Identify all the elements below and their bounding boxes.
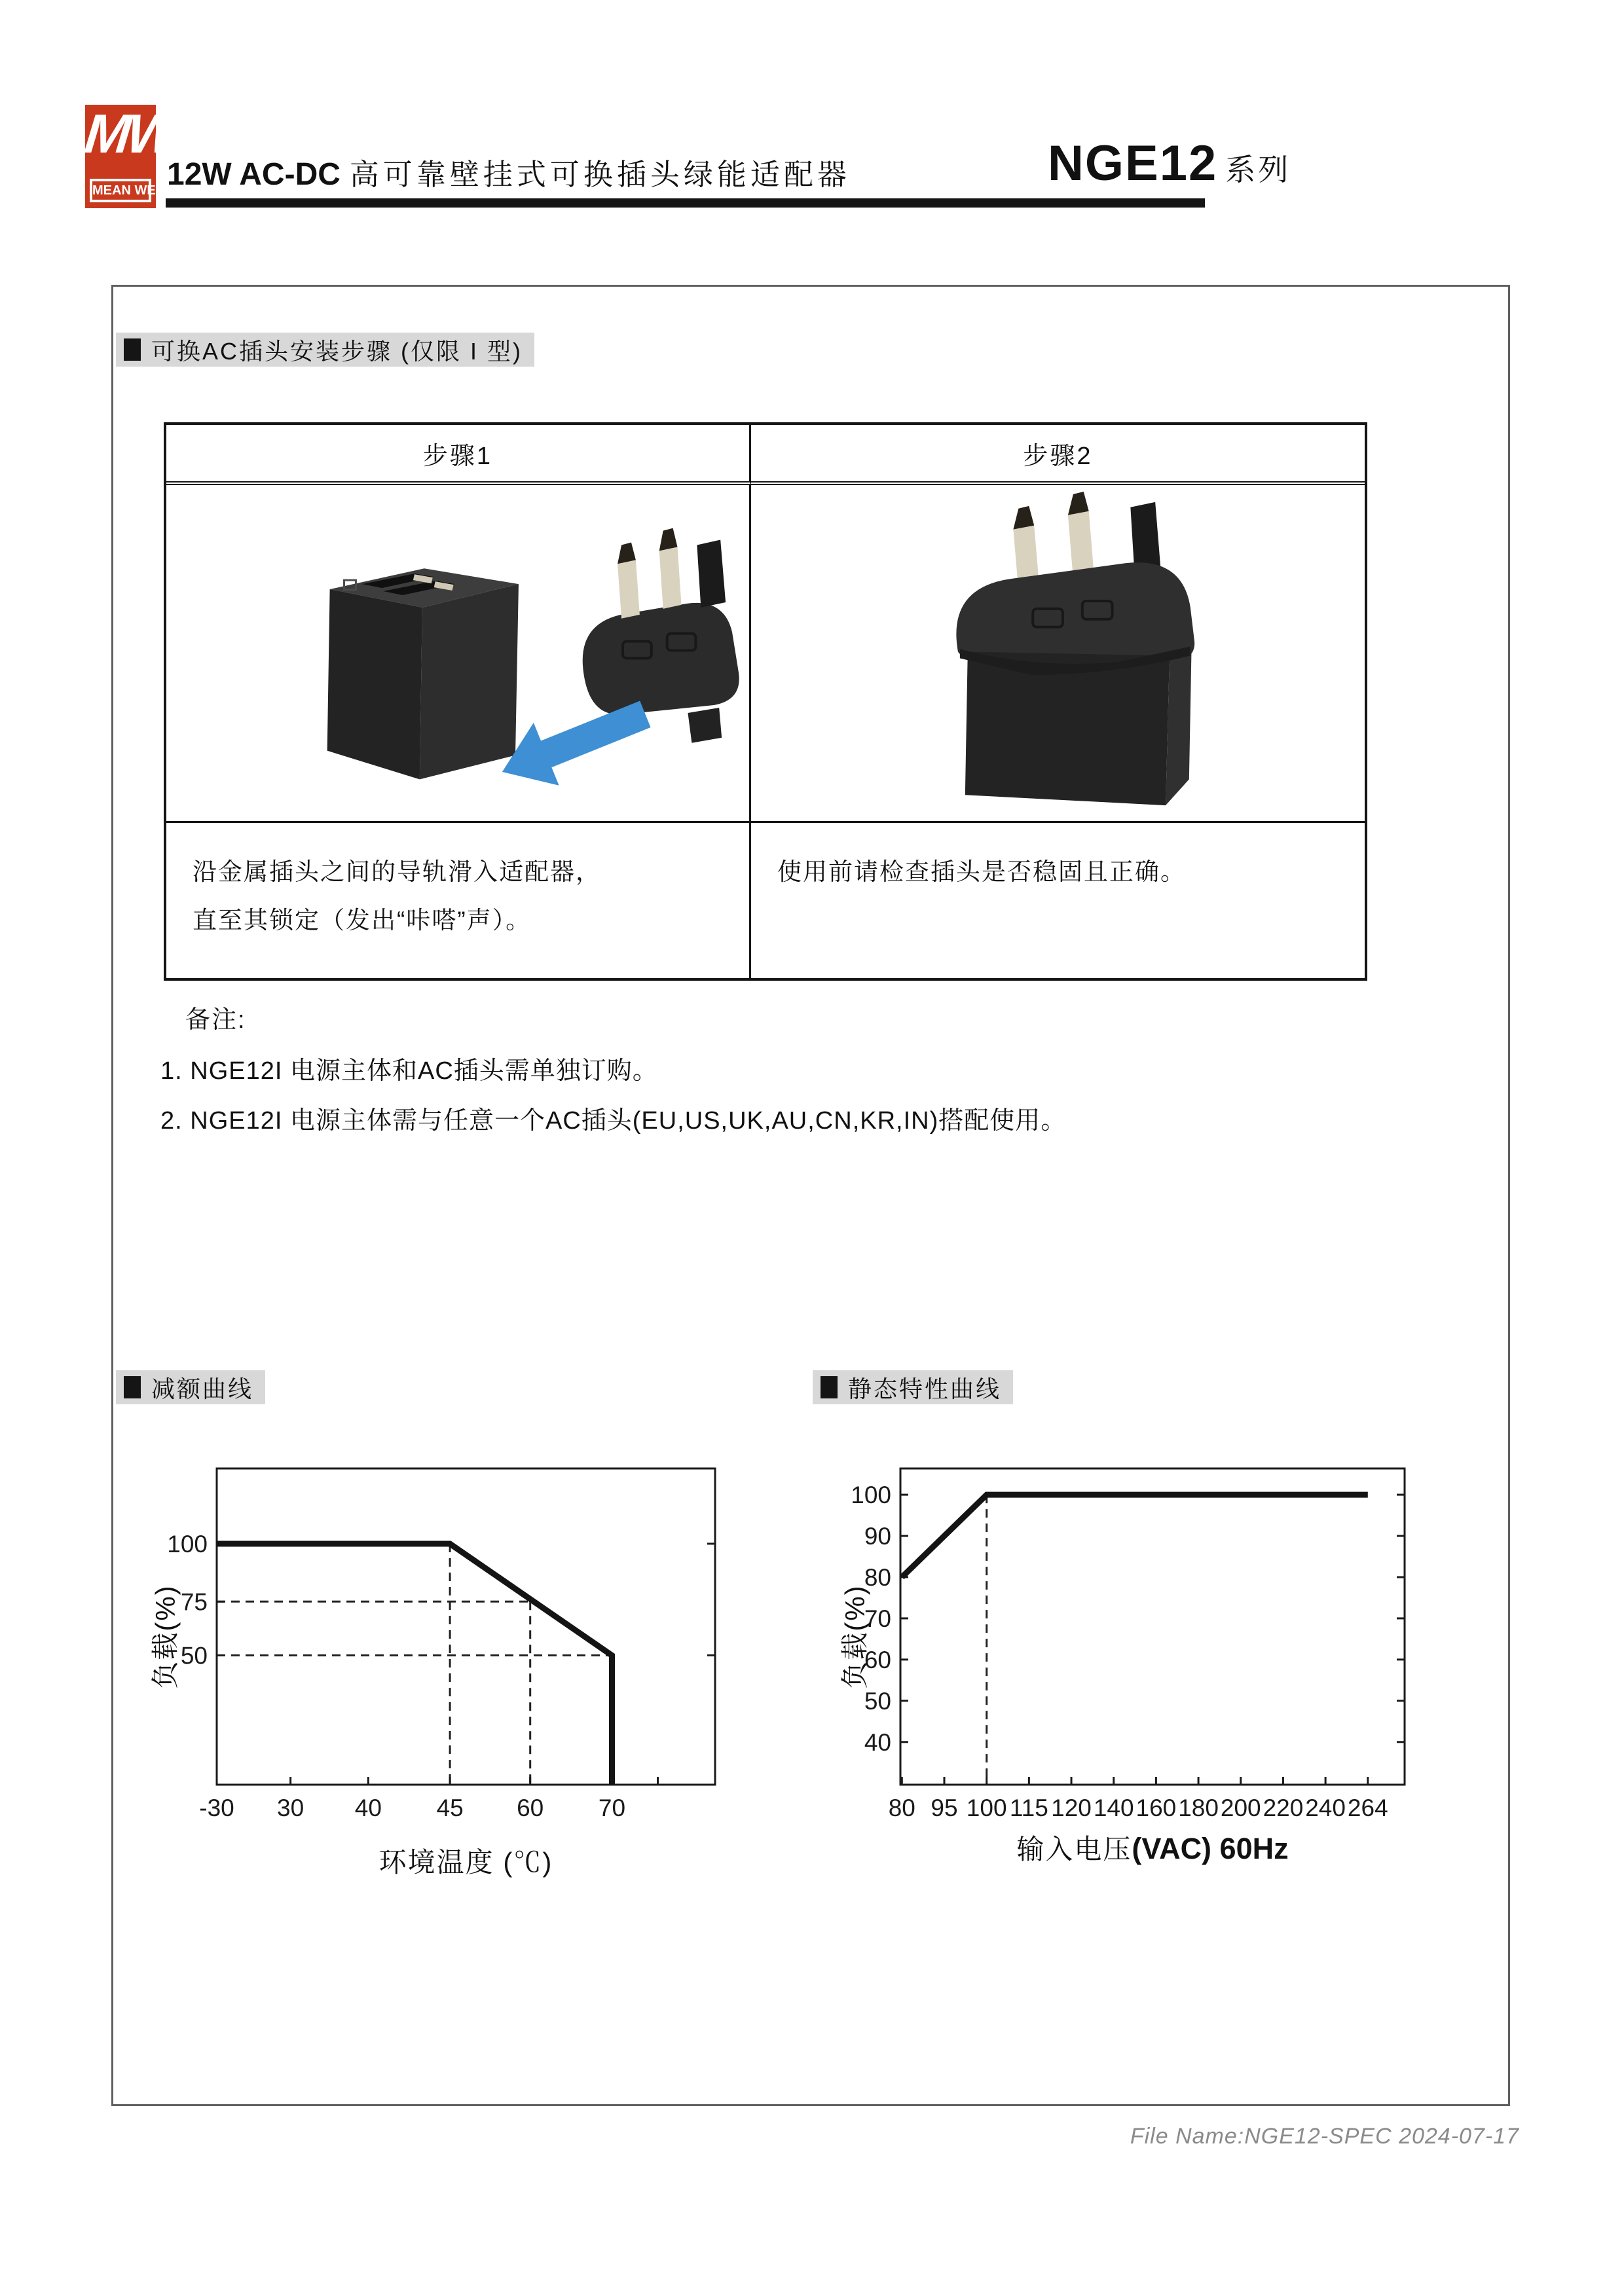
x-tick-label: 264 bbox=[1347, 1795, 1388, 1821]
section-title-derating: 减额曲线 bbox=[151, 1375, 254, 1402]
square-bullet-icon bbox=[821, 1376, 838, 1398]
static-xlabel-unit: (VAC) 60Hz bbox=[1132, 1832, 1289, 1865]
x-tick-label: 180 bbox=[1178, 1795, 1219, 1821]
x-tick-label: 115 bbox=[1009, 1795, 1048, 1821]
x-tick-label: 70 bbox=[598, 1795, 626, 1821]
static-xlabel bbox=[900, 1828, 1405, 1867]
series-suffix: 系列 bbox=[1225, 153, 1291, 187]
plot-frame bbox=[900, 1468, 1405, 1785]
title-description: 高可靠壁挂式可换插头绿能适配器 bbox=[349, 158, 851, 191]
step1-image bbox=[166, 485, 751, 823]
plot-frame bbox=[217, 1468, 715, 1785]
y-tick-label: 90 bbox=[864, 1523, 891, 1550]
step2-caption: 使用前请检查插头是否稳固且正确。 bbox=[777, 858, 1186, 885]
note-1: 1. NGE12I 电源主体和AC插头需单独订购。 bbox=[160, 1057, 658, 1085]
x-tick-label: 60 bbox=[517, 1795, 544, 1821]
derating-xlabel: 环境温度 (℃) bbox=[378, 1847, 553, 1878]
x-tick-label: 40 bbox=[354, 1795, 382, 1821]
adapter-and-plug-illustration bbox=[166, 485, 749, 821]
notes-title: 备注: bbox=[185, 1006, 246, 1034]
step1-caption-line2: 直至其锁定（发出“咔嗒”声）。 bbox=[193, 907, 532, 934]
x-tick-label: -30 bbox=[199, 1795, 234, 1821]
y-tick-label: 75 bbox=[180, 1588, 208, 1616]
logo-brand-text: MEAN WELL bbox=[90, 179, 151, 202]
y-tick-label: 60 bbox=[864, 1646, 891, 1673]
x-tick-label: 140 bbox=[1093, 1795, 1134, 1821]
title-wattage: 12W AC-DC bbox=[167, 157, 341, 192]
data-curve bbox=[902, 1495, 1368, 1577]
x-tick-label: 45 bbox=[436, 1795, 464, 1821]
square-bullet-icon bbox=[124, 338, 141, 361]
y-tick-label: 40 bbox=[864, 1728, 891, 1756]
y-tick-label: 70 bbox=[864, 1605, 891, 1632]
y-tick-label: 50 bbox=[180, 1642, 208, 1669]
step1-caption-line1: 沿金属插头之间的导轨滑入适配器， bbox=[193, 858, 601, 885]
derating-ylabel: 负载(%) bbox=[150, 1584, 181, 1689]
table-header-step2: 步骤2 bbox=[751, 425, 1365, 485]
install-steps-table bbox=[164, 422, 1367, 981]
x-tick-label: 220 bbox=[1263, 1795, 1304, 1821]
assembled-adapter-illustration bbox=[751, 485, 1365, 821]
section-banner-install bbox=[116, 333, 534, 367]
step2-image bbox=[751, 485, 1365, 823]
static-ylabel: 负载(%) bbox=[840, 1584, 870, 1689]
y-tick-label: 100 bbox=[851, 1482, 891, 1509]
section-banner-static bbox=[813, 1370, 1013, 1404]
x-tick-label: 240 bbox=[1305, 1795, 1346, 1821]
static-xlabel-zh: 输入电压 bbox=[1016, 1834, 1132, 1865]
x-tick-label: 200 bbox=[1220, 1795, 1261, 1821]
title-underline bbox=[166, 198, 1205, 208]
series-code: NGE12 bbox=[1048, 136, 1218, 191]
x-tick-label: 30 bbox=[277, 1795, 304, 1821]
x-tick-label: 80 bbox=[888, 1795, 915, 1821]
data-curve bbox=[217, 1544, 612, 1785]
x-tick-label: 120 bbox=[1051, 1795, 1092, 1821]
y-tick-label: 80 bbox=[864, 1563, 891, 1591]
y-tick-label: 100 bbox=[167, 1530, 208, 1558]
table-header-step1: 步骤1 bbox=[166, 425, 751, 485]
x-tick-label: 100 bbox=[966, 1795, 1007, 1821]
meanwell-logo bbox=[82, 103, 179, 208]
square-bullet-icon bbox=[124, 1376, 141, 1398]
note-2: 2. NGE12I 电源主体需与任意一个AC插头(EU,US,UK,AU,CN,KR,IN)搭配使用。 bbox=[160, 1107, 1067, 1135]
logo-mw-icon: MW bbox=[82, 103, 179, 164]
section-title-install: 可换AC插头安装步骤 (仅限 I 型) bbox=[151, 337, 523, 365]
file-name-footer: File Name:NGE12-SPEC 2024-07-17 bbox=[1130, 2124, 1519, 2149]
series-name bbox=[1048, 135, 1291, 192]
y-tick-label: 50 bbox=[864, 1687, 891, 1715]
section-banner-derating bbox=[116, 1370, 265, 1404]
x-tick-label: 160 bbox=[1135, 1795, 1177, 1821]
section-title-static: 静态特性曲线 bbox=[848, 1375, 1002, 1402]
x-tick-label: 95 bbox=[931, 1795, 958, 1821]
step1-caption bbox=[166, 823, 751, 978]
page-title bbox=[167, 151, 851, 196]
